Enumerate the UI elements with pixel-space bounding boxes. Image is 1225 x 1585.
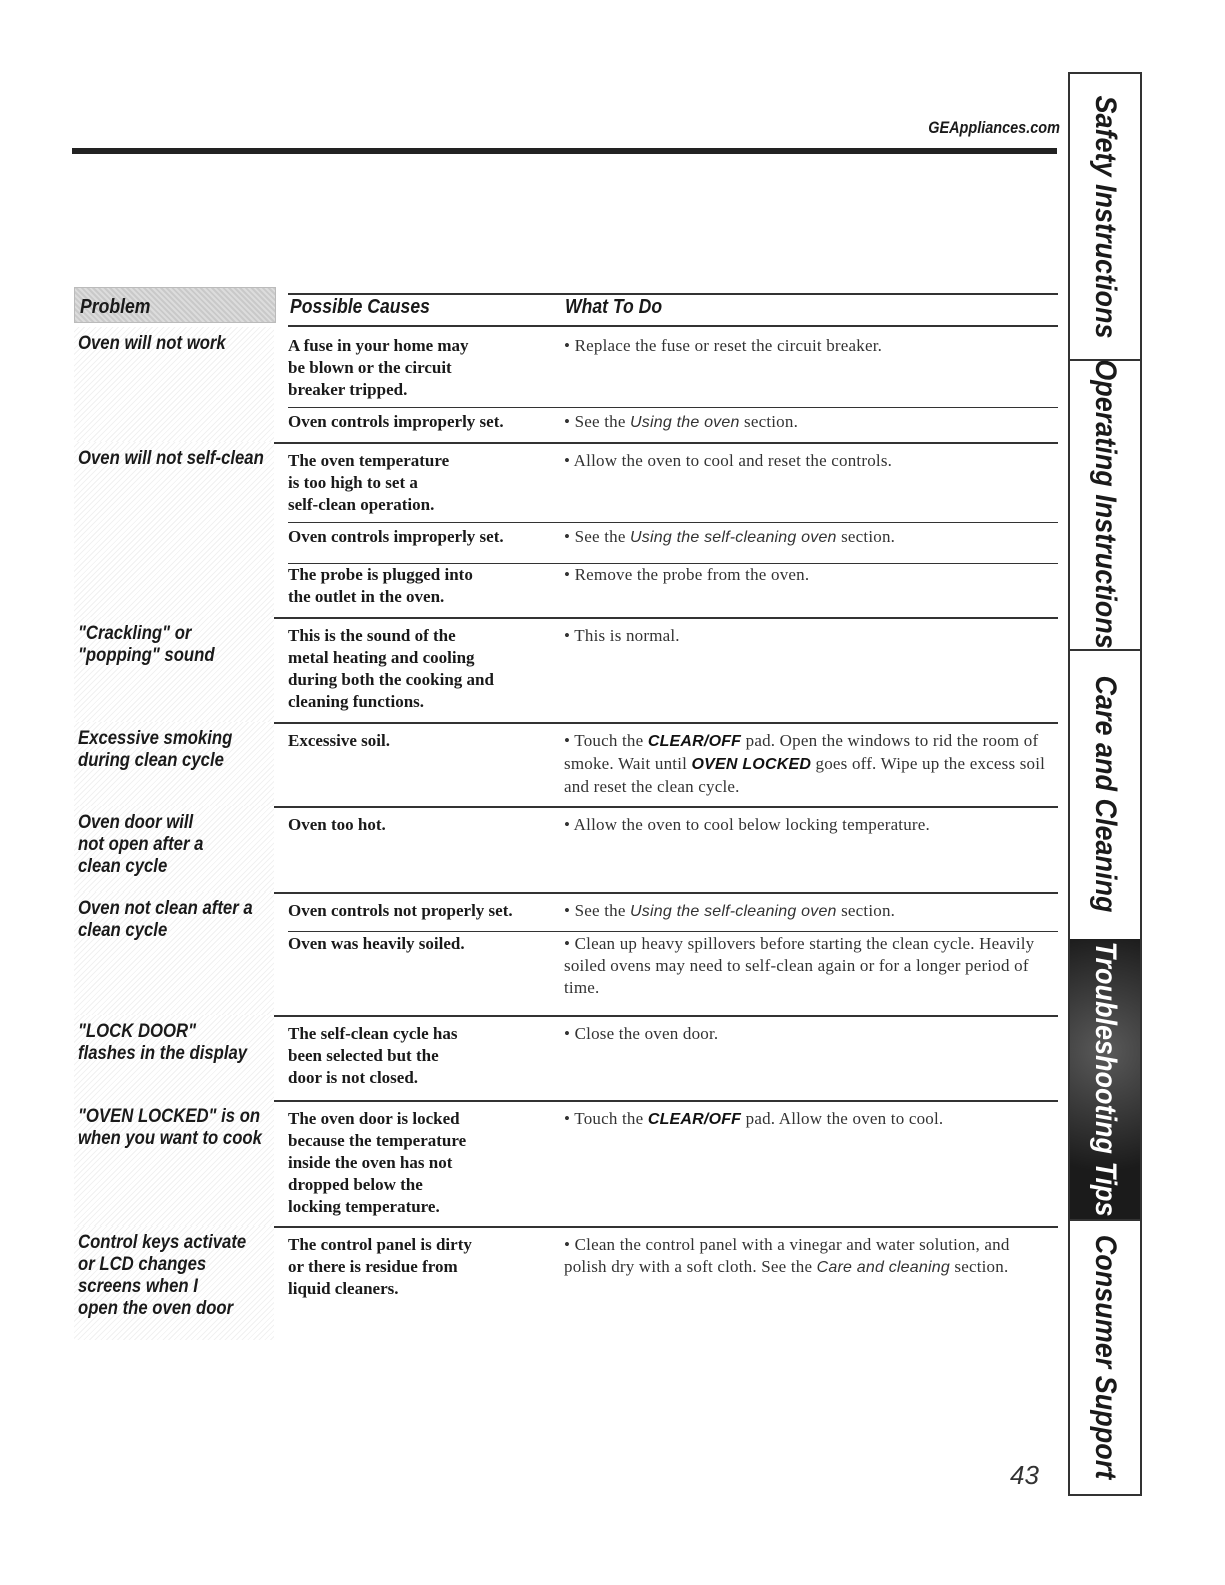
section-tab-operating-instructions[interactable] [1070,359,1140,651]
what-to-do: • Clean the control panel with a vinegar and water solution, and polish dry with a soft cloth. See the Care and cleaning section. [564,1235,1010,1276]
possible-cause: The oven temperature is too high to set a self-clean operation. [288,451,450,514]
what-to-do: • See the Using the self-cleaning oven section. [564,901,896,920]
section-tab-troubleshooting-tips[interactable] [1070,939,1140,1221]
problem-group [74,1100,1058,1228]
section-reference: Using the oven [630,414,740,431]
section-tab-consumer-support[interactable] [1070,1219,1140,1494]
what-to-do: • Touch the CLEAR/OFF pad. Allow the oven to cool. [564,1109,944,1128]
problem-label: Oven will not self-clean [78,448,264,469]
problem-label: Oven will not work [78,333,226,354]
problem-group [74,617,1058,724]
header-rule [72,148,1057,154]
cause-row [288,335,1058,408]
what-to-do: • See the Using the oven section. [564,412,799,431]
what-to-do: • Clean up heavy spillovers before starting the clean cycle. Heavily soiled ovens may need to self-clean again or for a longer period of time. [564,934,1035,997]
problem-label: Oven door will not open after a clean cycle [78,812,204,877]
problem-group [74,722,1058,808]
pad-or-display-term: OVEN LOCKED [691,756,812,773]
problem-group [74,1015,1058,1102]
problem-cell [74,1015,274,1100]
cause-row [288,526,1058,564]
problem-column-header: Problem [80,296,151,318]
problem-label: "OVEN LOCKED" is on when you want to cook [78,1106,262,1149]
problem-cell [74,617,274,722]
section-tab-care-and-cleaning[interactable] [1070,649,1140,941]
problem-label: Oven not clean after a clean cycle [78,898,253,941]
what-to-do: • Allow the oven to cool and reset the controls. [564,451,893,470]
what-to-do: • Close the oven door. [564,1024,719,1043]
section-tab-label: Troubleshooting Tips [1089,941,1122,1217]
problem-label: "LOCK DOOR" flashes in the display [78,1021,248,1064]
pad-or-display-term: CLEAR/OFF [647,733,742,750]
what-to-do: • Allow the oven to cool below locking temperature. [564,815,930,834]
problem-label: Control keys activate or LCD changes screens when I open the oven door [78,1232,247,1319]
what-to-do: • See the Using the self-cleaning oven section. [564,527,896,546]
possible-cause: The control panel is dirty or there is residue from liquid cleaners. [288,1235,472,1298]
possible-cause: This is the sound of the metal heating and cooling during both the cooking and cleaning functions. [288,626,494,711]
problem-cell [74,1226,274,1340]
problem-cell [74,892,274,1015]
what-to-do: • Remove the probe from the oven. [564,565,810,584]
section-tab-label: Care and Cleaning [1089,675,1122,913]
problem-group [74,892,1058,1017]
problem-group [74,806,1058,894]
what-to-do: • Touch the CLEAR/OFF pad. Open the windows to rid the room of smoke. Wait until OVEN LOCKED goes off. Wipe up the excess soil and reset the clean cycle. [564,731,1046,796]
problem-cell [74,442,274,617]
pad-or-display-term: CLEAR/OFF [647,1111,742,1128]
possible-cause: The self-clean cycle has been selected but the door is not closed. [288,1024,458,1087]
possible-cause: Excessive soil. [288,731,390,750]
section-tab-label: Operating Instructions [1089,359,1122,649]
header-top-rule [288,293,1058,295]
section-tab-label: Safety Instructions [1089,94,1122,339]
problem-group [74,1226,1058,1340]
what-to-do: • This is normal. [564,626,680,645]
possible-cause: The oven door is locked because the temperature inside the oven has not dropped below the locking temperature. [288,1109,467,1216]
page-number: 43 [1010,1460,1039,1490]
problem-label: Excessive smoking during clean cycle [78,728,233,771]
problem-group [74,442,1058,619]
cause-row [288,450,1058,523]
cause-row [288,900,1058,932]
possible-cause: The probe is plugged into the outlet in the oven. [288,565,473,606]
section-reference: Using the self-cleaning oven [630,529,837,546]
problem-cell [74,327,274,442]
problem-cell [74,1100,274,1226]
possible-cause: Oven controls improperly set. [288,412,504,431]
possible-cause: Oven too hot. [288,815,386,834]
section-reference: Using the self-cleaning oven [630,903,837,920]
possible-cause: Oven controls not properly set. [288,901,513,920]
problem-cell [74,806,274,892]
problem-cell [74,722,274,806]
site-url: GEAppliances.com [928,118,1060,137]
possible-cause: A fuse in your home may be blown or the circuit breaker tripped. [288,336,469,399]
section-reference: Care and cleaning [816,1259,950,1276]
problem-label: "Crackling" or "popping" sound [78,623,215,666]
what-to-do: • Replace the fuse or reset the circuit breaker. [564,336,883,355]
causes-column-header: Possible Causes [290,296,430,318]
section-tabs [1068,72,1142,1496]
todo-column-header: What To Do [565,296,663,318]
possible-cause: Oven controls improperly set. [288,527,504,546]
possible-cause: Oven was heavily soiled. [288,934,465,953]
section-tab-label: Consumer Support [1089,1234,1122,1479]
section-tab-safety-instructions[interactable] [1070,74,1140,361]
problem-group [74,327,1058,444]
